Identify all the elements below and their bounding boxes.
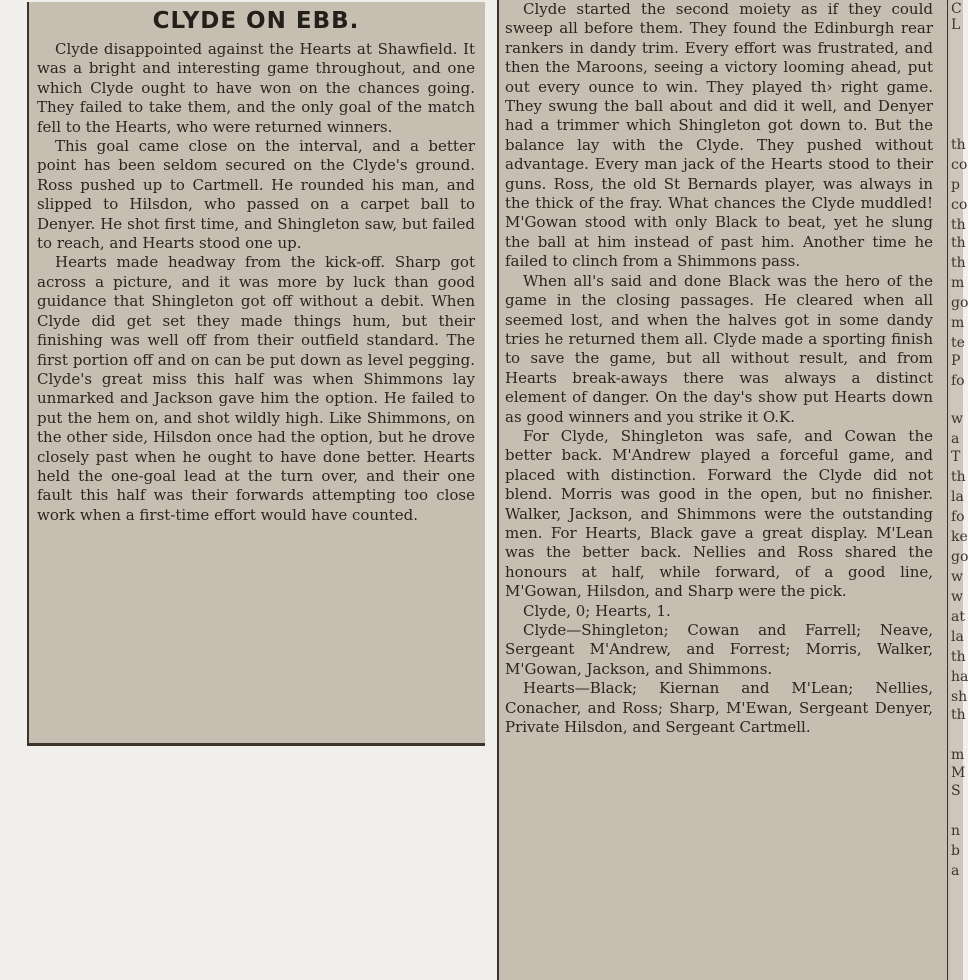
fragment-text: sh bbox=[951, 689, 968, 705]
adjacent-column-fragment bbox=[950, 0, 968, 980]
fragment-text: w bbox=[951, 589, 963, 605]
fragment-text: fo bbox=[951, 509, 965, 525]
fragment-text: m bbox=[951, 275, 965, 291]
fragment-text: go bbox=[951, 295, 968, 311]
fragment-text: th bbox=[951, 707, 966, 723]
fragment-text: L bbox=[951, 17, 961, 33]
fragment-text: go bbox=[951, 549, 968, 565]
fragment-text: at bbox=[951, 609, 965, 625]
fragment-text: la bbox=[951, 629, 964, 645]
article-paragraph: When all's said and done Black was the hero of the game in the closing passages. He cleared when all seemed lost, and when the halves got in some dandy tries he returned them all. Clyde made a sporting finish to save the game, but all without result, and from Hearts break-aways there was always a distinct element of danger. On the day's show put Hearts down as good winners and you strike it O.K. bbox=[505, 271, 933, 426]
fragment-text: a bbox=[951, 863, 960, 879]
fragment-text: T bbox=[951, 449, 961, 465]
fragment-text: co bbox=[951, 197, 968, 213]
fragment-text: la bbox=[951, 489, 964, 505]
fragment-text: m bbox=[951, 747, 965, 763]
article-clipping-right bbox=[497, 0, 968, 980]
article-headline: CLYDE ON EBB. bbox=[152, 8, 360, 34]
fragment-text: fo bbox=[951, 373, 965, 389]
fragment-text: P bbox=[951, 353, 961, 369]
fragment-text: n bbox=[951, 823, 961, 839]
fragment-text: th bbox=[951, 255, 966, 271]
match-score: Clyde, 0; Hearts, 1. bbox=[523, 601, 671, 620]
article-paragraph: Clyde started the second moiety as if they could sweep all before them. They found the Edinburgh rear rankers in dandy trim. Every effort was frustrated, and then the Maroons, seeing a victory looming ahead, put out every ounce to win. They played th› right game. They swung the ball about and did it well, and Denyer had a trimmer which Shingleton got down to. But the balance lay with the Clyde. They pushed without advantage. Every man jack of the Hearts stood to their guns. Ross, the old St Bernards player, was always in the thick of the fray. What chances the Clyde muddled! M'Gowan stood with only Black to beat, yet he slung the ball at him instead of past him. Another time he failed to clinch from a Shimmons pass. bbox=[505, 0, 933, 271]
column-rule bbox=[947, 0, 948, 980]
article-paragraph: For Clyde, Shingleton was safe, and Cowan the better back. M'Andrew played a forceful game, and placed with distinction. Forward the Clyde did not blend. Morris was good in the open, but no finisher. Walker, Jackson, and Shimmons were the outstanding men. For Hearts, Black gave a great display. M'Lean was the better back. Nellies and Ross shared the honours at half, while forward, of a good line, M'Gowan, Hilsdon, and Sharp were the pick. bbox=[505, 426, 933, 601]
fragment-text: b bbox=[951, 843, 960, 859]
fragment-text: te bbox=[951, 335, 965, 351]
fragment-text: w bbox=[951, 411, 963, 427]
fragment-text: M bbox=[951, 765, 966, 781]
fragment-text: ha bbox=[951, 669, 968, 685]
fragment-text: C bbox=[951, 1, 962, 17]
lineup-hearts: Hearts—Black; Kiernan and M'Lean; Nellies, Conacher, and Ross; Sharp, M'Ewan, Sergeant Denyer, Private Hilsdon, and Sergeant Cartmell. bbox=[505, 679, 933, 737]
article-clipping-left bbox=[27, 2, 485, 746]
fragment-text: p bbox=[951, 177, 960, 193]
fragment-text: co bbox=[951, 157, 968, 173]
fragment-text: a bbox=[951, 431, 960, 447]
fragment-text: th bbox=[951, 469, 966, 485]
fragment-text: ke bbox=[951, 529, 968, 545]
article-paragraph: Clyde disappointed against the Hearts at Shawfield. It was a bright and interesting game throughout, and one which Clyde ought to have won on the chances going. They failed to take them, and the only goal of the match fell to the Hearts, who were returned winners. bbox=[37, 40, 475, 136]
article-paragraph: This goal came close on the interval, and a better point has been seldom secured on the Clyde's ground. Ross pushed up to Cartmell. He rounded his man, and slipped to Hilsdon, who passed on a carpet ball to Denyer. He shot first time, and Shingleton saw, but failed to reach, and Hearts stood one up. bbox=[37, 137, 475, 253]
lineup-clyde: Clyde—Shingleton; Cowan and Farrell; Neave, Sergeant M'Andrew, and Forrest; Morris, Walker, M'Gowan, Jackson, and Shimmons. bbox=[505, 621, 933, 678]
fragment-text: S bbox=[951, 783, 961, 799]
fragment-text: th bbox=[951, 235, 966, 251]
fragment-text: th bbox=[951, 137, 966, 153]
fragment-text: m bbox=[951, 315, 965, 331]
fragment-text: th bbox=[951, 649, 966, 665]
fragment-text: th bbox=[951, 217, 966, 233]
fragment-text: w bbox=[951, 569, 963, 585]
article-paragraph: Hearts made headway from the kick-off. Sharp got across a picture, and it was more by luck than good guidance that Shingleton got off without a debit. When Clyde did get set they made things hum, but their finishing was well off from their outfield standard. The first portion off and on can be put down as level pegging. Clyde's great miss this half was when Shimmons lay unmarked and Jackson gave him the option. He failed to put the hem on, and shot wildly high. Like Shimmons, on the other side, Hilsdon once had the option, but he drove closely past when he ought to have done better. Hearts held the one-goal lead at the turn over, and their one fault this half was their forwards attempting too close work when a first-time effort would have counted. bbox=[37, 253, 475, 524]
